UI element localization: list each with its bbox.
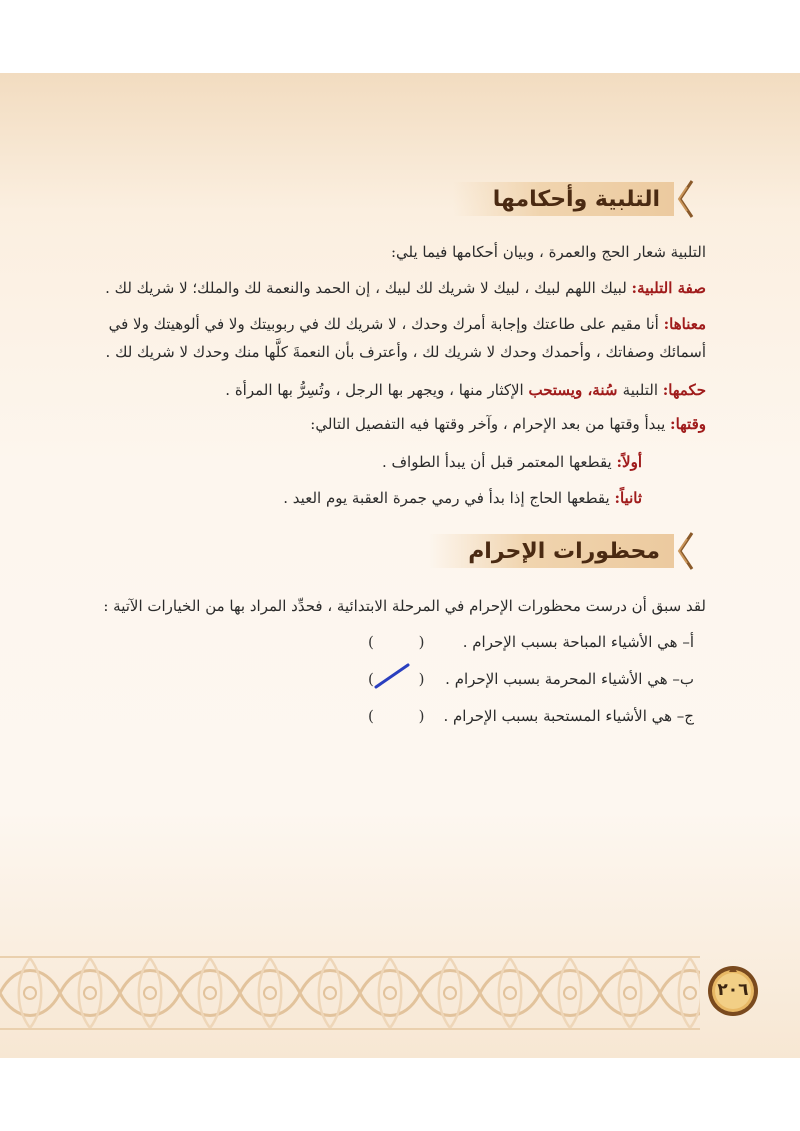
sifa-paragraph: [96, 277, 706, 299]
section-title: التلبية وأحكامها: [492, 186, 660, 212]
page-number: ٢٠٦: [717, 980, 749, 1000]
heading-bracket-icon: [674, 179, 696, 219]
sifa-text: لبيك اللهم لبيك ، لبيك لا شريك لك لبيك ، إن الحمد والنعمة لك والملك؛ لا شريك لك .: [105, 279, 632, 297]
hukm-text: التلبية: [622, 381, 663, 399]
waqt-label: وقتها:: [670, 415, 706, 433]
maana-text-line2: أسمائك وصفاتك ، وأحمدك وحدك لا شريك لك ، وأعترف بأن النعمةَ كلَّها منك وحدك لا شريك لك .: [105, 343, 706, 361]
answer-box-c[interactable]: ( ): [368, 707, 445, 725]
thani-text: يقطعها الحاج إذا بدأ في رمي جمرة العقبة يوم العيد .: [283, 489, 615, 507]
checkmark-icon: [372, 661, 412, 691]
awwal-text: يقطعها المعتمر قبل أن يبدأ الطواف .: [381, 453, 617, 471]
awwal-label: أولاً:: [616, 453, 642, 471]
section-heading-talbiya: [453, 181, 696, 217]
maana-text-line1: أنا مقيم على طاعتك وإجابة أمرك وحدك ، لا شريك لك في ربوبيتك ولا في ألوهيتك ولا في: [108, 315, 664, 333]
hukm-sunna: سُنة، ويستحب: [528, 381, 623, 399]
textbook-page: [0, 73, 800, 1058]
option-b: ب– هي الأشياء المحرمة بسبب الإحرام .: [445, 670, 694, 688]
option-a: أ– هي الأشياء المباحة بسبب الإحرام .: [462, 633, 694, 651]
maana-paragraph: [96, 313, 706, 335]
waqt-text: يبدأ وقتها من بعد الإحرام ، وآخر وقتها فيه التفصيل التالي:: [310, 415, 671, 433]
ornament-border-icon: [0, 953, 800, 1033]
hukm-label: حكمها:: [662, 381, 706, 399]
waqt-paragraph: [96, 413, 706, 435]
heading-bracket-icon: [674, 531, 696, 571]
exercise-intro: لقد سبق أن درست محظورات الإحرام في المرحلة الابتدائية ، فحدِّد المراد بها من الخيارات الآتية :: [103, 597, 706, 615]
section-heading-mahzurat: [428, 533, 696, 569]
answer-box-b[interactable]: ( ): [368, 670, 445, 688]
section-title: محظورات الإحرام: [468, 538, 660, 564]
thani-item: [283, 489, 642, 507]
intro-text: التلبية شعار الحج والعمرة ، وبيان أحكامها فيما يلي:: [390, 243, 706, 261]
hukm-text-2: الإكثار منها ، ويجهر بها الرجل ، وتُسِرُّ بها المرأة .: [225, 381, 529, 399]
maana-label: معناها:: [663, 315, 706, 333]
sifa-label: صفة التلبية:: [631, 279, 706, 297]
awwal-item: [382, 453, 642, 471]
thani-label: ثانياً:: [614, 489, 642, 507]
answer-box-a[interactable]: ( ): [368, 633, 445, 651]
hukm-paragraph: [96, 379, 706, 401]
option-c: ج– هي الأشياء المستحبة بسبب الإحرام .: [443, 707, 694, 725]
